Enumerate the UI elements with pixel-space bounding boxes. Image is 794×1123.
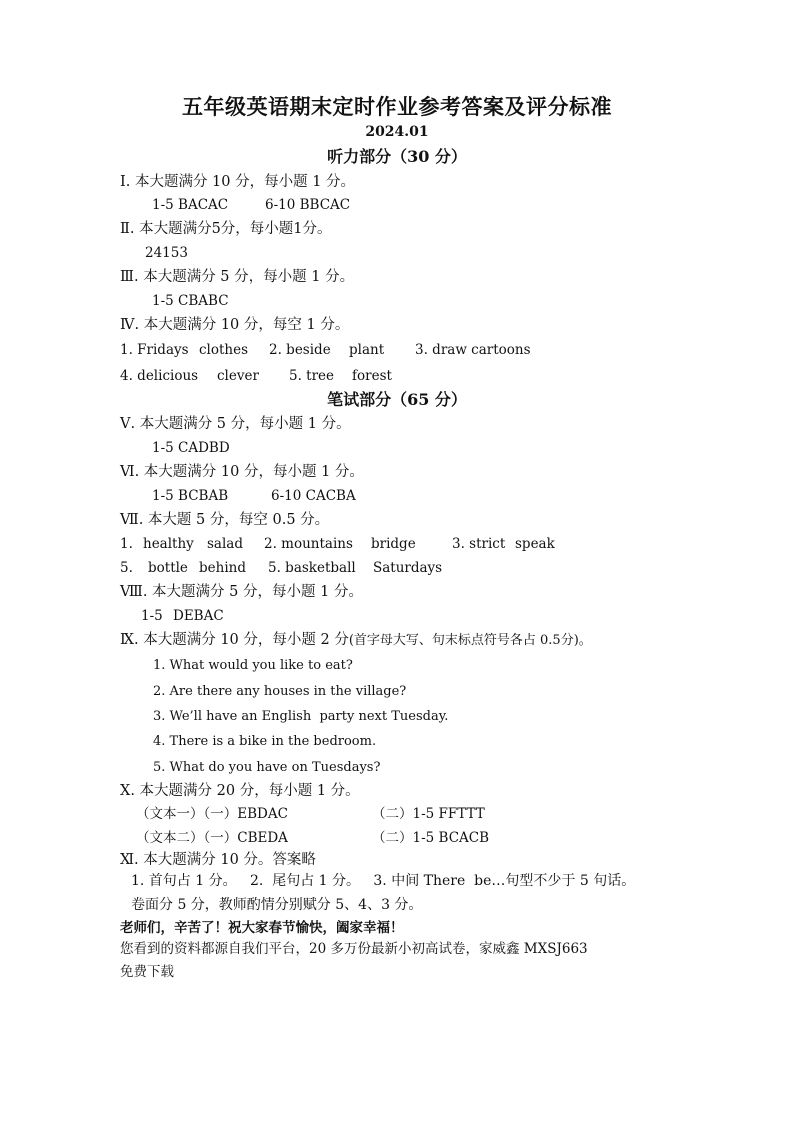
free-download-note: 免费下载 [120,964,174,980]
question-7-answer-4: 5. [120,560,133,576]
question-2-answer: 24153 [145,245,188,261]
question-4-answer-2: 2. beside [269,342,331,358]
question-1-answer-b: 6-10 BBCAC [265,197,351,213]
question-7-answer-4b: behind [199,560,246,576]
listening-section-header: 听力部分（30 分） [327,147,467,166]
question-9-heading-text: Ⅸ. 本大题满分 10 分，每小题 2 分 [120,632,349,648]
question-5-heading: Ⅴ. 本大题满分 5 分，每小题 1 分。 [120,416,351,432]
question-4-answer-1b: clothes [199,342,249,358]
question-4-answer-4: 4. delicious [120,368,199,384]
document-date: 2024.01 [365,124,429,140]
question-10-heading: Ⅹ. 本大题满分 20 分，每小题 1 分。 [120,783,360,799]
question-1-heading: Ⅰ. 本大题满分 10 分，每小题 1 分。 [120,174,356,190]
question-9-heading [120,633,592,648]
question-9-sentence-2: 2. Are there any houses in the village? [153,684,407,699]
question-7-answer-5b: Saturdays [373,560,443,576]
question-1-answer-a: 1-5 BACAC [152,197,229,213]
question-8-answer: DEBAC [173,608,224,624]
question-7-answer-2b: bridge [371,536,416,552]
question-10-text2-part1: （文本二）（一）CBEDA [136,830,288,846]
question-4-heading: Ⅳ. 本大题满分 10 分，每空 1 分。 [120,317,350,333]
question-7-answer-1b: salad [207,536,243,552]
question-11-heading: Ⅺ. 本大题满分 10 分。答案略 [120,852,316,868]
question-9-sentence-1: 1. What would you like to eat? [153,658,353,673]
question-6-heading: Ⅵ. 本大题满分 10 分，每小题 1 分。 [120,464,364,480]
question-9-sentence-4: 4. There is a bike in the bedroom. [153,734,377,749]
question-3-answer: 1-5 CBABC [152,293,229,309]
question-7-answer-2: 2. mountains [264,536,353,552]
question-8-heading: Ⅷ. 本大题满分 5 分，每小题 1 分。 [120,584,363,600]
question-9-note: (首字母大写、句末标点符号各占 0.5分)。 [348,633,592,648]
question-3-heading: Ⅲ. 本大题满分 5 分，每小题 1 分。 [120,269,355,285]
source-notice: 您看到的资料都源自我们平台，20 多万份最新小初高试卷，家威鑫 MXSJ663 [120,941,588,957]
question-11-criteria: 1. 首句占 1 分。 2. 尾句占 1 分。 3. 中间 There be…句型不少于 5 句话。 [131,873,636,889]
question-7-answer-5: 5. basketball [268,560,356,576]
question-7-answer-1a: healthy [143,536,194,552]
closing-greeting: 老师们，辛苦了！祝大家春节愉快，阖家幸福！ [120,920,404,936]
question-9-sentence-5: 5. What do you have on Tuesdays? [153,760,381,775]
question-4-answer-5b: forest [352,368,392,384]
question-4-answer-3: 3. draw cartoons [415,342,531,358]
question-7-answer-3b: speak [515,536,555,552]
question-4-answer-1: 1. Fridays [120,342,189,358]
question-10-text1-part2: （二）1-5 FFTTT [372,806,485,822]
question-6-answer-a: 1-5 BCBAB [152,488,229,504]
question-2-heading: Ⅱ. 本大题满分5分，每小题1分。 [120,221,332,237]
question-6-answer-b: 6-10 CACBA [271,488,356,504]
question-4-answer-2b: plant [349,342,385,358]
question-7-answer-4a: bottle [148,560,188,576]
question-10-text2-part2: （二）1-5 BCACB [372,830,490,846]
question-10-text1-part1: （文本一）（一）EBDAC [136,806,288,822]
question-5-answer: 1-5 CADBD [152,440,230,456]
question-9-sentence-3: 3. We’ll have an English party next Tuesday. [153,709,449,724]
document-title: 五年级英语期末定时作业参考答案及评分标准 [182,94,612,119]
question-7-answer-1: 1. [120,536,133,552]
question-11-presentation: 卷面分 5 分，教师酌情分别赋分 5、4、3 分。 [131,897,423,913]
question-4-answer-5: 5. tree [289,368,335,384]
question-7-heading: Ⅶ. 本大题 5 分，每空 0.5 分。 [120,512,330,528]
writing-section-header: 笔试部分（65 分） [327,390,467,409]
question-4-answer-4b: clever [217,368,259,384]
question-8-range: 1-5 [141,608,163,624]
question-7-answer-3: 3. strict [452,536,506,552]
